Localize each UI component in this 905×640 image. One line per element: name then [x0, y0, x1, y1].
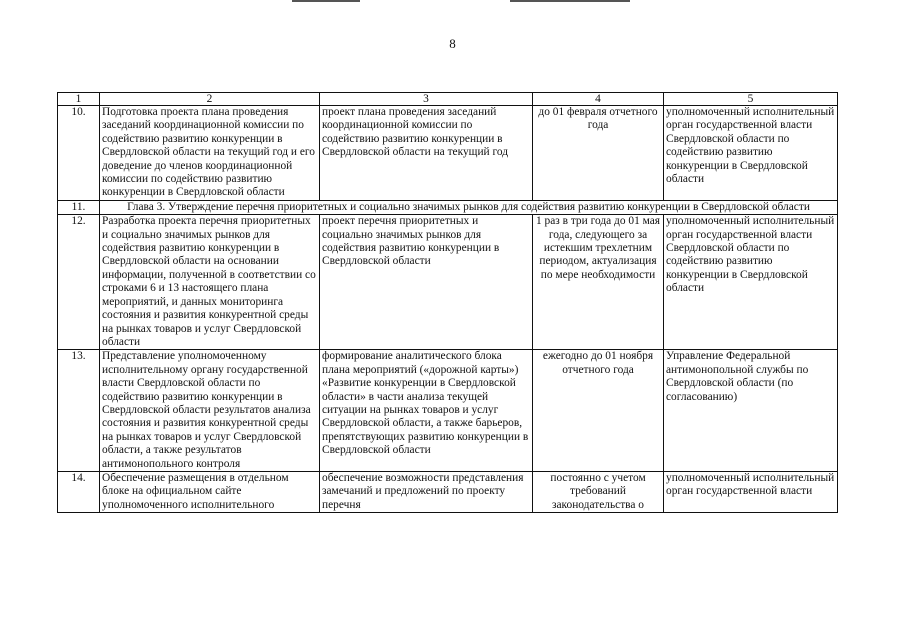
executor-cell: уполномоченный исполнительный орган государственной власти Свердловской области по содействию развитию конкуренции в Свердловской области: [664, 215, 838, 350]
result-cell: проект плана проведения заседаний координационной комиссии по содействию развитию конкуренции в Свердловской области на текущий год: [320, 106, 533, 201]
action-cell: Представление уполномоченному исполнительному органу государственной власти Свердловской области по содействию развитию конкуренции в Свердловской области результатов анализа состояния и развития конкурентной среды на рынках товаров и услуг Свердловской области, а также результатов антимонопольного контроля: [100, 350, 320, 472]
chapter-heading: Глава 3. Утверждение перечня приоритетных и социально значимых рынков для содействия развитию конкуренции в Свердловской области: [100, 200, 838, 214]
result-cell: проект перечня приоритетных и социально значимых рынков для содействия развитию конкуренции в Свердловской области: [320, 215, 533, 350]
table-row: [58, 350, 838, 472]
column-number: 2: [100, 93, 320, 106]
deadline-cell: ежегодно до 01 ноября отчетного года: [533, 350, 664, 472]
column-number: 3: [320, 93, 533, 106]
executor-cell: уполномоченный исполнительный орган государственной власти: [664, 471, 838, 512]
executor-cell: уполномоченный исполнительный орган государственной власти Свердловской области по содействию развитию конкуренции в Свердловской области: [664, 106, 838, 201]
deadline-cell: до 01 февраля отчетного года: [533, 106, 664, 201]
column-numbers-row: [58, 93, 838, 106]
column-number: 5: [664, 93, 838, 106]
row-number: 13.: [58, 350, 100, 472]
deadline-cell: постоянно с учетом требований законодательства о: [533, 471, 664, 512]
table-row: [58, 106, 838, 201]
action-cell: Подготовка проекта плана проведения заседаний координационной комиссии по содействию развитию конкуренции в Свердловской области на текущий год и его доведение до членов координационной комиссии по содействию развитию конкуренции в Свердловской области: [100, 106, 320, 201]
action-cell: Разработка проекта перечня приоритетных и социально значимых рынков для содействия развитию конкуренции в Свердловской области на основании информации, полученной в соответствии со строками 6 и 13 настоящего плана мероприятий, и данных мониторинга состояния и развития конкурентной среды на рынках товаров и услуг Свердловской области: [100, 215, 320, 350]
deadline-cell: 1 раз в три года до 01 мая года, следующего за истекшим трехлетним периодом, актуализация по мере необходимости: [533, 215, 664, 350]
row-number: 10.: [58, 106, 100, 201]
chapter-row: [58, 200, 838, 214]
executor-cell: Управление Федеральной антимонопольной службы по Свердловской области (по согласованию): [664, 350, 838, 472]
page-number: 8: [449, 36, 456, 51]
action-cell: Обеспечение размещения в отдельном блоке на официальном сайте уполномоченного исполнительного: [100, 471, 320, 512]
scan-edge-line: [510, 0, 630, 2]
column-number: 4: [533, 93, 664, 106]
row-number: 11.: [58, 200, 100, 214]
action-plan-table: [57, 92, 838, 513]
result-cell: обеспечение возможности представления замечаний и предложений по проекту перечня: [320, 471, 533, 512]
row-number: 14.: [58, 471, 100, 512]
result-cell: формирование аналитического блока плана мероприятий («дорожной карты») «Развитие конкуренции в Свердловской области» в части анализа текущей ситуации на рынках товаров и услуг Свердловской области, а также барьеров, препятствующих развитию конкуренции в Свердловской области: [320, 350, 533, 472]
table-row: [58, 215, 838, 350]
scan-edge-line: [292, 0, 360, 2]
column-number: 1: [58, 93, 100, 106]
row-number: 12.: [58, 215, 100, 350]
table-row: [58, 471, 838, 512]
